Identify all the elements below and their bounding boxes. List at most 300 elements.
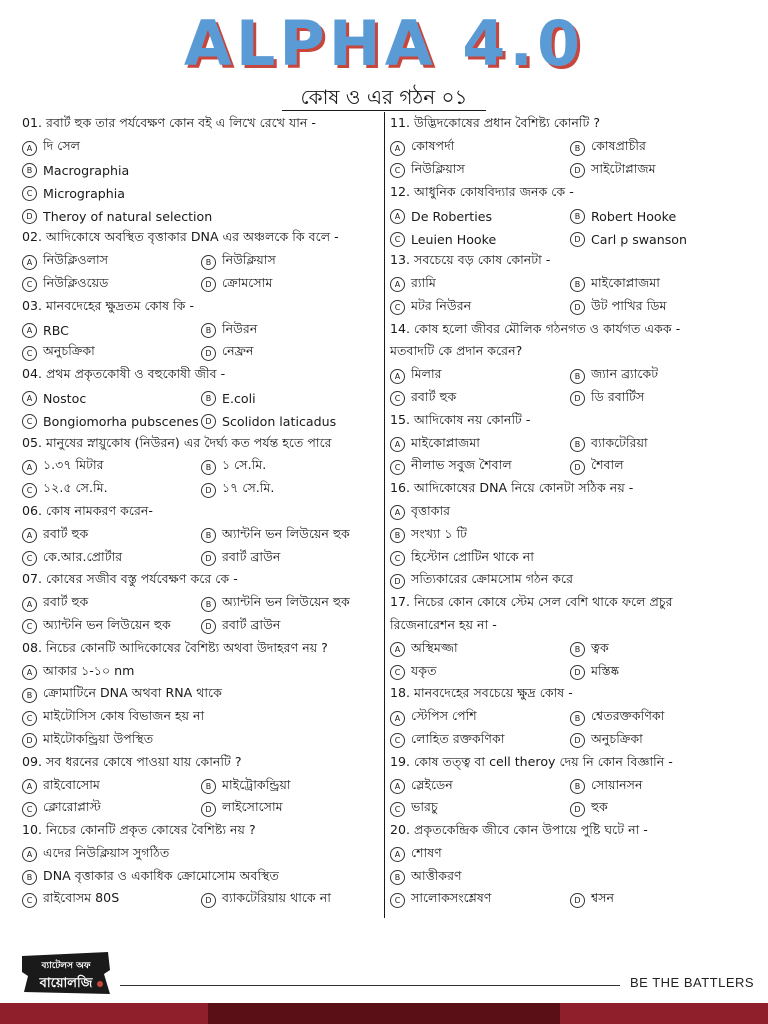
option-a[interactable] [22,526,201,546]
option-text: ব্যাকটেরিয়ায় থাকে না [222,890,331,906]
option-letter-badge: D [22,733,37,748]
option-letter-badge: B [570,779,585,794]
option-a[interactable] [22,663,380,683]
option-a[interactable] [390,640,570,660]
option-row [22,707,380,730]
option-text: সালোকসংশ্লেষণ [411,890,492,906]
option-c[interactable] [390,799,570,819]
option-row [22,547,380,570]
option-row [22,775,380,798]
question-block [390,319,750,410]
option-a[interactable] [390,138,570,158]
option-text: Micrographia [43,186,125,202]
option-text: নিউরন [222,320,258,336]
option-a[interactable] [390,708,570,728]
question-text: 17. নিচের কোন কোষে স্টেম সেল বেশি থাকে ফলে প্রচুর [390,594,673,610]
option-letter-badge: A [390,711,405,726]
option-c[interactable] [390,161,570,181]
option-b[interactable] [570,640,750,660]
question-line [390,319,750,342]
option-letter-badge: B [570,277,585,292]
option-a[interactable] [22,391,201,406]
option-a[interactable] [22,777,201,797]
question-text: 06. কোষ নামকরণ করেন- [22,502,153,518]
option-c[interactable] [22,708,380,728]
option-b[interactable] [570,435,750,455]
option-row [390,889,750,912]
option-b[interactable] [201,391,380,406]
question-text: 10. নিচের কোনটি প্রকৃত কোষের বৈশিষ্ট্য নয় ? [22,822,256,838]
option-letter-badge: A [390,779,405,794]
option-text: মাইকোপ্লাজমা [411,434,480,450]
option-letter-badge: D [570,665,585,680]
option-b[interactable] [201,526,380,546]
option-text: মাইটোসিস কোষ বিভাজন হয় না [43,708,205,724]
option-d[interactable] [570,298,750,318]
option-text: অস্থিমজ্জা [411,639,458,655]
option-c[interactable] [390,731,570,751]
option-c[interactable] [390,298,570,318]
option-b[interactable] [201,457,380,477]
logo-text-top: ব্যাটেলস অফ [41,961,91,971]
option-row [22,798,380,821]
option-text: RBC [43,323,69,339]
option-b[interactable] [22,685,380,705]
option-text: Theroy of natural selection [43,209,213,225]
option-text: রাইবোসম 80S [43,890,120,906]
option-a[interactable] [22,138,380,158]
option-c[interactable] [390,663,570,683]
question-line [22,228,380,251]
column-divider [384,112,385,918]
option-row [22,616,380,639]
option-text: Nostoc [43,391,87,407]
option-c[interactable] [22,617,201,637]
option-text: সংখ্যা ১ টি [411,525,467,541]
option-letter-badge: D [201,346,216,361]
question-block [22,570,380,638]
option-text: ভারচু [411,799,438,815]
question-line [390,752,750,775]
option-a[interactable] [22,252,201,272]
option-c[interactable] [22,414,201,429]
logo-text-bottom: বায়োলজি [39,976,93,991]
question-block [22,502,380,570]
option-row [390,502,750,525]
option-text: Macrographia [43,163,130,179]
option-row [390,661,750,684]
right-column [390,114,750,912]
option-text: লোহিত রক্তকণিকা [411,730,505,746]
option-text: নীলাভ সবুজ শৈবাল [411,457,512,473]
option-text: উট পাখির ডিম [591,297,667,313]
option-letter-badge: B [570,141,585,156]
option-text: মস্তিষ্ক [591,662,620,678]
option-row [390,160,750,183]
option-d[interactable] [570,799,750,819]
option-text: DNA বৃত্তাকার ও একাধিক ক্রোমোসোম অবস্থিত [43,867,279,883]
option-a[interactable] [22,323,201,338]
option-a[interactable] [390,435,570,455]
option-row [22,661,380,684]
option-letter-badge: A [390,369,405,384]
subtitle-underline [282,110,486,111]
option-c[interactable] [22,480,201,500]
question-block [390,251,750,319]
option-text: রবার্ট হুক [43,525,89,541]
option-letter-badge: A [22,597,37,612]
question-text: 08. নিচের কোনটি আদিকোষের বৈশিষ্ট্য অথবা উদাহরণ নয় ? [22,639,328,655]
option-text: কোষপর্দা [411,138,455,154]
option-d[interactable] [570,389,750,409]
option-text: রবার্ট ব্রাউন [222,548,281,564]
question-line [390,410,750,433]
option-d[interactable] [390,571,750,591]
option-c[interactable] [22,186,380,201]
option-row [390,775,750,798]
option-text: Carl p swanson [591,231,687,247]
option-letter-badge: D [22,209,37,224]
question-text: 05. মানুষের স্নায়ুকোষ (নিউরন) এর দৈর্ঘ্য কত পর্যন্ত হতে পারে [22,434,332,450]
option-d[interactable] [570,663,750,683]
option-d[interactable] [201,480,380,500]
option-letter-badge: D [570,300,585,315]
question-block [22,296,380,364]
option-text: নেফ্রন [222,343,254,359]
option-text: ক্রোমসোম [222,274,273,290]
option-letter-badge: C [390,893,405,908]
option-d[interactable] [201,617,380,637]
option-text: ১৭ সে.মি. [222,480,275,496]
option-letter-badge: B [570,711,585,726]
option-row [22,684,380,707]
option-text: বৃত্তাকার [411,502,451,518]
question-text: 20. প্রকৃতকেন্দ্রিক জীবে কোন উপায়ে পুষ্টি ঘটে না - [390,822,648,838]
option-text: De Roberties [411,209,493,225]
option-row [22,205,380,228]
option-letter-badge: B [390,528,405,543]
question-text: 19. কোষ তত্ত্ব বা cell theroy দেয় নি কোন বিজ্ঞানি - [390,753,673,769]
option-c[interactable] [22,275,201,295]
option-c[interactable] [22,890,201,910]
option-row [22,388,380,411]
option-d[interactable] [201,414,380,429]
option-text: ১২.৫ সে.মি. [43,480,108,496]
option-b[interactable] [22,163,380,178]
question-block [390,684,750,752]
option-d[interactable] [201,275,380,295]
option-letter-badge: A [390,505,405,520]
question-text: 01. রবার্ট হুক তার পর্যবেক্ষণ কোন বই এ লিখে রেখে যান - [22,115,316,131]
option-d[interactable] [570,457,750,477]
question-text: 16. আদিকোষের DNA নিয়ে কোনটা সঠিক নয় - [390,480,634,496]
option-letter-badge: A [22,323,37,338]
option-text: ১ সে.মি. [222,457,267,473]
option-text: Robert Hooke [591,209,677,225]
option-d[interactable] [570,731,750,751]
option-d[interactable] [570,890,750,910]
option-letter-badge: D [201,277,216,292]
option-text: মিলার [411,366,442,382]
option-row [390,456,750,479]
option-b[interactable] [570,777,750,797]
option-text: শোষণ [411,844,442,860]
option-b[interactable] [22,868,380,888]
question-text: 11. উদ্ভিদকোষের প্রধান বৈশিষ্ট্য কোনটি ? [390,115,601,131]
option-c[interactable] [22,799,201,819]
option-text: এদের নিউক্লিয়াস সুগঠিত [43,844,170,860]
option-letter-badge: B [201,323,216,338]
question-line [390,479,750,502]
question-text: 02. আদিকোষে অবস্থিত বৃত্তাকার DNA এর অঞ্চলকে কি বলে - [22,229,339,245]
option-row [390,137,750,160]
page-subtitle: কোষ ও এর গঠন ০১ [300,85,468,109]
option-c[interactable] [390,232,570,247]
question-text-cont: রিজেনারেশন হয় না - [390,616,497,632]
option-text: মটর নিউরন [411,297,472,313]
option-letter-badge: C [390,391,405,406]
option-text: সাইটোপ্লাজম [591,160,656,176]
option-b[interactable] [201,777,380,797]
option-row [22,866,380,889]
option-letter-badge: B [570,437,585,452]
option-letter-badge: A [390,277,405,292]
option-letter-badge: D [201,893,216,908]
option-b[interactable] [390,526,750,546]
option-row [390,638,750,661]
option-c[interactable] [390,890,570,910]
option-text: নিউক্লিয়াস [411,160,465,176]
option-letter-badge: C [390,232,405,247]
option-row [390,433,750,456]
option-d[interactable] [22,209,380,224]
option-letter-badge: A [22,141,37,156]
option-text: কে.আর.প্রোর্টার [43,548,123,564]
option-text: মাইকোপ্লাজমা [591,274,660,290]
question-line [22,638,380,661]
option-a[interactable] [390,503,750,523]
option-row [390,844,750,867]
option-text: মাইট্রোকন্ড্রিয়া [222,776,291,792]
option-text: রাইবোসোম [43,776,100,792]
option-a[interactable] [22,457,201,477]
option-letter-badge: B [201,597,216,612]
option-letter-badge: B [22,163,37,178]
question-block [22,433,380,501]
option-row [390,365,750,388]
option-row [22,524,380,547]
option-letter-badge: A [22,847,37,862]
option-text: অনুচক্রিকা [43,343,95,359]
option-letter-badge: B [201,391,216,406]
option-letter-badge: D [570,733,585,748]
option-text: শ্বসন [591,890,615,906]
option-row [390,866,750,889]
option-a[interactable] [390,366,570,386]
option-row [22,182,380,205]
footer-rule [120,985,620,986]
option-letter-badge: A [390,437,405,452]
option-letter-badge: B [201,255,216,270]
option-letter-badge: D [201,551,216,566]
option-d[interactable] [201,343,380,363]
question-text: 12. আধুনিক কোষবিদ্যার জনক কে - [390,183,574,199]
option-letter-badge: B [570,369,585,384]
option-text: যকৃত [411,662,437,678]
option-letter-badge: D [570,391,585,406]
option-text: ডি রবার্টিস [591,388,645,404]
question-line [390,182,750,205]
option-letter-badge: D [570,802,585,817]
option-text: রবার্ট ব্রাউন [222,616,281,632]
option-a[interactable] [22,594,201,614]
option-letter-badge: B [22,870,37,885]
option-text: নিউক্লিওলাস [43,252,109,268]
option-b[interactable] [201,252,380,272]
question-text: 03. মানবদেহের ক্ষুদ্রতম কোষ কি - [22,297,194,313]
option-c[interactable] [390,389,570,409]
option-letter-badge: B [390,870,405,885]
question-line [22,114,380,137]
footer-bar-left [0,1003,208,1024]
option-a[interactable] [390,777,570,797]
option-b[interactable] [570,275,750,295]
question-line [22,821,380,844]
question-text: 14. কোষ হলো জীবর মৌলিক গঠনগত ও কার্যগত একক - [390,320,681,336]
question-block [22,365,380,433]
option-letter-badge: C [390,665,405,680]
option-text: হিস্টোন প্রোটিন থাকে না [411,548,534,564]
option-row [22,251,380,274]
option-row [22,274,380,297]
option-row [22,410,380,433]
option-letter-badge: A [22,391,37,406]
option-b[interactable] [570,366,750,386]
option-letter-badge: C [22,483,37,498]
option-text: ১.৩৭ মিটার [43,457,104,473]
option-letter-badge: A [390,141,405,156]
option-c[interactable] [22,549,201,569]
option-b[interactable] [201,594,380,614]
option-text: ক্লোরোপ্লাস্ট [43,799,101,815]
option-row [22,889,380,912]
option-letter-badge: D [570,460,585,475]
question-line-cont [390,616,750,639]
question-block [22,228,380,296]
option-c[interactable] [22,343,201,363]
option-text: অ্যান্টনি ভন লিউয়েন হুক [222,525,350,541]
option-b[interactable] [390,868,750,888]
question-block [22,638,380,752]
option-letter-badge: B [201,528,216,543]
question-line [22,296,380,319]
question-block [390,410,750,478]
option-b[interactable] [570,138,750,158]
option-text: লাইসোসোম [222,799,283,815]
option-letter-badge: B [570,209,585,224]
option-text: শৈবাল [591,457,624,473]
option-b[interactable] [201,321,380,341]
option-row [22,160,380,183]
question-block [390,593,750,684]
option-b[interactable] [570,708,750,728]
question-block [390,821,750,912]
question-line [22,752,380,775]
option-d[interactable] [201,890,380,910]
option-text: Scolidon laticadus [222,414,337,430]
option-letter-badge: D [390,574,405,589]
footer-bar-center [208,1003,560,1024]
option-row [390,798,750,821]
option-text: অ্যান্টনি ভন লিউয়েন হুক [222,594,350,610]
question-text: 13. সবচেয়ে বড় কোষ কোনটা - [390,252,551,268]
option-d[interactable] [201,799,380,819]
question-line [390,821,750,844]
option-letter-badge: D [570,163,585,178]
option-letter-badge: D [201,619,216,634]
question-text: 04. প্রথম প্রকৃতকোষী ও বহুকোষী জীব - [22,366,226,382]
option-c[interactable] [390,457,570,477]
option-text: সত্যিকারের ক্রোমসোম গঠন করে [411,571,574,587]
battles-of-biology-logo [20,950,112,996]
option-d[interactable] [22,731,380,751]
option-d[interactable] [570,232,750,247]
option-row [390,707,750,730]
option-row [22,479,380,502]
option-text: নিউক্লিওয়েড [43,274,109,290]
option-a[interactable] [390,209,570,224]
option-letter-badge: C [390,733,405,748]
option-letter-badge: A [390,847,405,862]
option-letter-badge: C [390,300,405,315]
option-letter-badge: C [390,460,405,475]
option-row [390,570,750,593]
option-row [390,205,750,228]
footer-tagline: BE THE BATTLERS [630,975,755,990]
option-d[interactable] [570,161,750,181]
option-letter-badge: C [22,414,37,429]
question-line [390,251,750,274]
option-text: Leuien Hooke [411,231,497,247]
option-b[interactable] [570,209,750,224]
option-a[interactable] [390,845,750,865]
option-letter-badge: D [201,483,216,498]
option-a[interactable] [22,845,380,865]
option-row [390,388,750,411]
option-letter-badge: C [22,802,37,817]
option-a[interactable] [390,275,570,295]
footer-bar-right [560,1003,768,1024]
option-letter-badge: A [22,255,37,270]
option-letter-badge: D [570,232,585,247]
option-c[interactable] [390,549,750,569]
question-block [390,182,750,250]
option-row [22,342,380,365]
option-row [390,547,750,570]
option-d[interactable] [201,549,380,569]
option-row [22,593,380,616]
question-line [22,502,380,525]
option-letter-badge: B [201,779,216,794]
option-text: মাইটোকন্ড্রিয়া উপস্থিত [43,730,154,746]
question-text: 07. কোষের সজীব বস্তু পর্যবেক্ষণ করে কে - [22,571,238,587]
option-text: স্লেইডেন [411,776,453,792]
option-text: দি সেল [43,138,81,154]
option-letter-badge: D [201,802,216,817]
option-letter-badge: C [390,163,405,178]
option-letter-badge: D [201,414,216,429]
option-letter-badge: C [22,277,37,292]
